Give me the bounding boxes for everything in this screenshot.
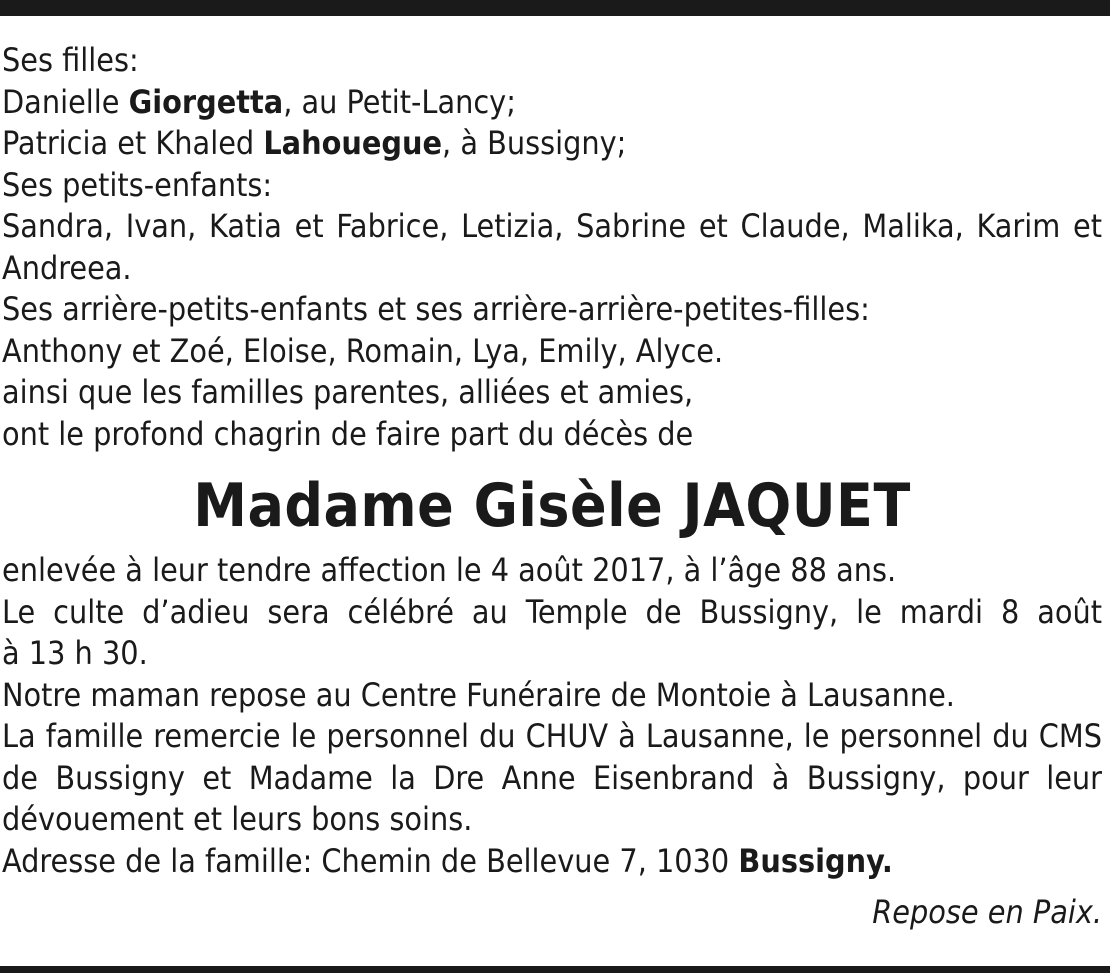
daughter-2-surname: Lahouegue [263, 124, 443, 162]
daughter-1-surname: Giorgetta [128, 82, 284, 121]
daughter-2-first-names: Patricia et Khaled [2, 124, 264, 162]
announcement-line: ont le profond chagrin de faire part du décès de [2, 414, 694, 453]
daughter-1-first-name: Danielle [2, 82, 129, 121]
families-line: ainsi que les familles parentes, alliées et amies, [2, 373, 694, 411]
thanks-line-1: La famille remercie le personnel du CHUV à Lausanne, le personnel du CMS [2, 717, 1102, 755]
grandchildren-names-line-2: Andreea. [2, 248, 132, 287]
deceased-name: Madame Gisèle JAQUET [193, 471, 911, 541]
service-line-2: à 13 h 30. [2, 634, 148, 672]
thanks-line-3: dévouement et leurs bons soins. [2, 800, 473, 838]
intro-line: Ses filles: [2, 41, 139, 79]
great-grandchildren-heading: Ses arrière-petits-enfants et ses arrière-arrière-petites-filles: [2, 290, 870, 328]
daughter-2-location: , à Bussigny; [442, 124, 627, 162]
grandchildren-heading: Ses petits-enfants: [2, 165, 273, 204]
daughter-1-location: , au Petit-Lancy; [283, 82, 516, 121]
top-border-rule [0, 0, 1110, 16]
resting-place-line: Notre maman repose au Centre Funéraire de Montoie à Lausanne. [2, 675, 955, 714]
passing-line: enlevée à leur tendre affection le 4 août 2017, à l’âge 88 ans. [2, 551, 897, 589]
daughter-line-1 [2, 82, 1102, 124]
obituary-notice [2, 40, 1102, 934]
address-line [2, 841, 1102, 883]
address-text: Adresse de la famille: Chemin de Bellevue 7, 1030 [2, 841, 739, 880]
closing-line: Repose en Paix. [872, 893, 1102, 931]
daughter-line-2 [2, 123, 1102, 165]
address-city: Bussigny. [738, 841, 893, 880]
great-grandchildren-names: Anthony et Zoé, Eloise, Romain, Lya, Emily, Alyce. [2, 331, 724, 370]
bottom-border-rule [0, 966, 1110, 973]
service-line-1: Le culte d’adieu sera célébré au Temple de Bussigny, le mardi 8 août [2, 592, 1102, 631]
thanks-line-2: de Bussigny et Madame la Dre Anne Eisenbrand à Bussigny, pour leur [2, 758, 1102, 797]
grandchildren-names-line-1: Sandra, Ivan, Katia et Fabrice, Letizia, Sabrine et Claude, Malika, Karim et [2, 207, 1102, 245]
